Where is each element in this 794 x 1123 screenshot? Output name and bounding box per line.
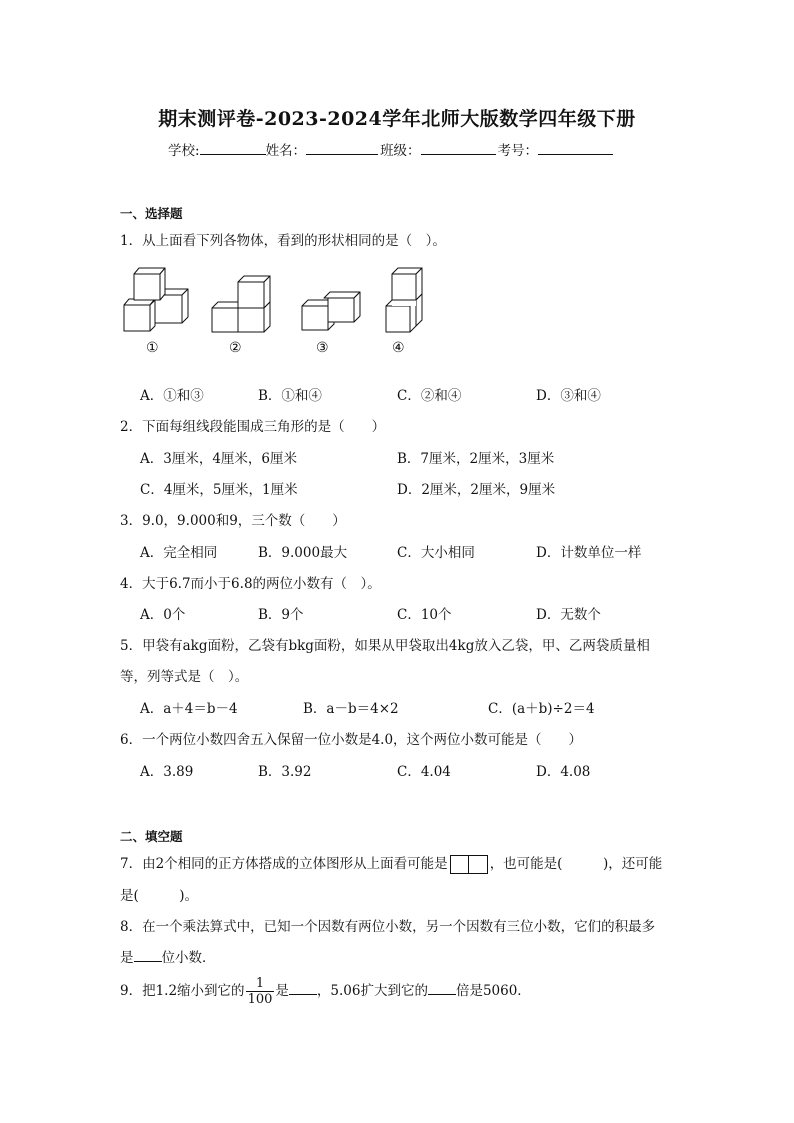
cube-figure-2 [212,276,270,332]
cube-figures [118,262,448,337]
q4-option-c[interactable]: C．10个 [397,607,452,623]
cube-figure-1 [124,268,188,331]
q8-text-a: 是 [120,950,134,966]
q6-option-b[interactable]: B．3.92 [258,764,312,780]
q5-option-c[interactable]: C．(a＋b)÷2＝4 [488,701,595,717]
q1-option-c[interactable]: C．②和④ [397,388,462,404]
student-info-line [168,139,613,159]
name-field[interactable] [306,140,378,155]
q1-option-b[interactable]: B．①和④ [258,388,322,404]
q2-option-b[interactable]: B．7厘米，2厘米，3厘米 [397,451,555,467]
q9-answer-blank-2[interactable] [428,980,456,995]
fraction-numerator: 1 [246,976,275,992]
figure-label-3: ③ [316,340,329,356]
q5-option-b[interactable]: B．a－b＝4×2 [303,701,399,717]
school-field[interactable] [200,140,266,155]
two-squares-icon [450,855,488,874]
q9-text-part3: ，5.06扩大到它的 [316,983,428,999]
q3-option-b[interactable]: B．9.000最大 [258,545,348,561]
question-9 [120,976,531,1007]
page-title: 期末测评卷-2023-2024学年北师大版数学四年级下册 [158,108,636,130]
name-label: 姓名： [265,143,307,159]
class-field[interactable] [421,140,496,155]
q2-option-a[interactable]: A．3厘米，4厘米，6厘米 [140,451,298,467]
q5-option-a[interactable]: A．a＋4＝b－4 [140,701,238,717]
question-1: 1．从上面看下列各物体，看到的形状相同的是（ ）。 [120,233,446,249]
exam-no-label: 考号： [497,143,539,159]
q3-option-d[interactable]: D．计数单位一样 [536,545,642,561]
q8-answer-blank[interactable] [134,947,162,962]
q9-answer-blank-1[interactable] [289,980,317,995]
q8-text-b: 位小数． [161,950,216,966]
q1-option-d[interactable]: D．③和④ [536,388,601,404]
question-8-line1: 8．在一个乘法算式中，已知一个因数有两位小数，另一个因数有三位小数，它们的积最多 [120,919,656,935]
question-8-line2 [120,946,216,966]
q3-option-c[interactable]: C．大小相同 [397,545,475,561]
q9-text-part4: 倍是5060． [455,983,531,999]
question-6: 6．一个两位小数四舍五入保留一位小数是4.0，这个两位小数可能是（ ） [120,732,583,748]
question-4: 4．大于6.7而小于6.8的两位小数有（ ）。 [120,576,381,592]
q4-option-d[interactable]: D．无数个 [536,607,601,623]
section-heading-fill: 二、填空题 [120,829,183,844]
question-5-line2: 等，列等式是（ ）。 [120,669,249,685]
q4-option-b[interactable]: B．9个 [258,607,304,623]
q7-text-part1: 7．由2个相同的正方体搭成的立体图形从上面看可能是 [120,856,448,872]
q3-option-a[interactable]: A．完全相同 [140,545,218,561]
question-2: 2．下面每组线段能围成三角形的是（ ） [120,419,386,435]
q7-text-part2: ，也可能是( )，还可能 [489,856,663,872]
figure-label-4: ④ [392,340,405,356]
q9-text-part1: 9．把1.2缩小到它的 [120,983,245,999]
school-label: 学校: [168,143,200,159]
q9-text-part2: 是 [275,983,289,999]
question-5-line1: 5．甲袋有akg面粉，乙袋有bkg面粉，如果从甲袋取出4kg放入乙袋，甲、乙两袋质量相 [120,638,650,654]
question-3: 3．9.0，9.000和9，三个数（ ） [120,513,346,529]
cube-figure-4 [386,268,422,332]
q6-option-d[interactable]: D．4.08 [536,764,591,780]
exam-no-field[interactable] [538,140,613,155]
fraction-one-hundredth [246,976,275,1007]
figure-label-2: ② [229,340,242,356]
question-7-line1 [120,852,662,874]
q6-option-a[interactable]: A．3.89 [140,764,194,780]
q2-option-c[interactable]: C．4厘米，5厘米，1厘米 [140,482,298,498]
fraction-denominator: 100 [247,992,273,1007]
cube-figure-3 [302,292,360,330]
section-heading-choice: 一、选择题 [120,206,183,221]
q6-option-c[interactable]: C．4.04 [397,764,451,780]
q2-option-d[interactable]: D．2厘米，2厘米，9厘米 [397,482,556,498]
class-label: 班级： [380,143,421,159]
figure-label-1: ① [146,340,159,356]
question-7-line2: 是( )。 [120,888,199,904]
q4-option-a[interactable]: A．0个 [140,607,186,623]
q1-option-a[interactable]: A．①和③ [140,388,204,404]
